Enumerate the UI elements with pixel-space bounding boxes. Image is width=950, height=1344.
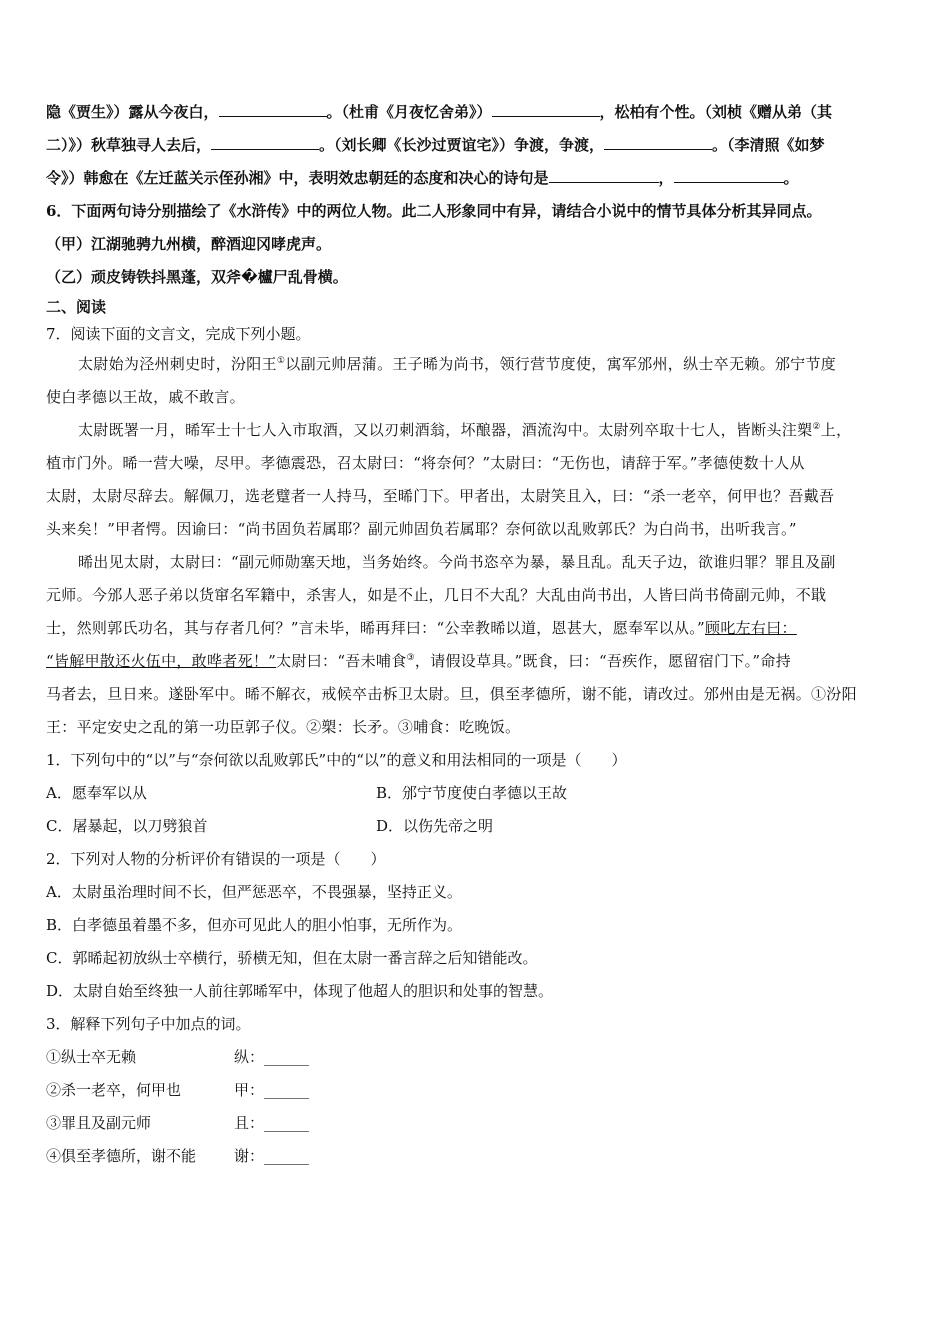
passage-line: 太尉既署一月，晞军士十七人入市取酒，又以刃刺酒翁，坏酿器，酒流沟中。太尉列卒取十七人，皆断头注槊②上， <box>78 421 852 439</box>
answer-blank[interactable] <box>219 102 327 117</box>
sub1-question: 1．下列句中的“以”与“奈何欲以乱败郭氏”中的“以”的意义和用法相同的一项是（ ） <box>46 751 627 769</box>
sub1-options-row <box>46 810 916 843</box>
section-title: 二、阅读 <box>46 298 107 316</box>
fill-in-text: 二）》）秋草独寻人去后， <box>46 136 212 154</box>
definition-sentence: ③罪且及副元师 <box>46 1114 152 1132</box>
definition-row <box>46 1107 916 1140</box>
q6-poem-jia: （甲）江湖驰骋九州横，醉酒迎冈哮虎声。 <box>46 235 332 253</box>
fill-in-text: 隐《贾生》）露从今夜白， <box>46 103 219 121</box>
fill-in-line-1 <box>46 96 916 129</box>
option-a[interactable]: A．愿奉军以从 <box>46 784 147 802</box>
footnote-mark: ② <box>812 422 821 432</box>
definition-blank[interactable]: ______ <box>264 1081 310 1099</box>
option-b[interactable]: B．邠宁节度使白孝德以王故 <box>376 784 568 802</box>
definition-blank[interactable]: ______ <box>264 1114 310 1132</box>
option-d[interactable]: D．以伤先帝之明 <box>376 817 494 835</box>
option-c[interactable]: C．郭晞起初放纵士卒横行，骄横无知，但在太尉一番言辞之后知错能改。 <box>46 949 538 967</box>
option-a[interactable]: A．太尉虽治理时间不长，但严惩恶卒，不畏强暴，坚持正义。 <box>46 883 462 901</box>
passage-line: 元师。今邠人恶子弟以货窜名军籍中，杀害人，如是不止，几日不大乱？大乱由尚书出，人皆曰尚书倚副元帅，不戢 <box>46 586 827 604</box>
sub3-question: 3．解释下列句子中加点的词。 <box>46 1015 251 1033</box>
answer-blank[interactable] <box>492 102 600 117</box>
definition-row <box>46 1140 916 1173</box>
answer-blank[interactable] <box>211 135 319 150</box>
sub1-options-row <box>46 777 916 810</box>
q6-poem-yi: （乙）顽皮铸铁抖黑蓬，双斧�櫨尸乱骨横。 <box>46 268 348 286</box>
option-b[interactable]: B．白孝德虽着墨不多，但亦可见此人的胆小怕事，无所作为。 <box>46 916 463 934</box>
fill-in-text: 。（李清照《如梦 <box>712 136 825 154</box>
passage-line: 太尉，太尉尽辞去。解佩刀，选老躄者一人持马，至晞门下。甲者出，太尉笑且入，曰：“杀一老卒，何甲也？吾戴吾 <box>46 487 835 505</box>
fill-in-line-3 <box>46 162 916 195</box>
option-d[interactable]: D．太尉自始至终独一人前往郭晞军中，体现了他超人的胆识和处事的智慧。 <box>46 982 554 1000</box>
footnote-mark: ③ <box>406 653 415 663</box>
fill-in-text: 。（刘长卿《长沙过贾谊宅》）争渡，争渡， <box>319 136 605 154</box>
definition-label: 甲： <box>234 1081 265 1099</box>
exam-page <box>46 96 916 1173</box>
footnote-mark: ① <box>276 356 286 366</box>
passage-line: 头来矣！”甲者愕。因谕曰：“尚书固负若属耶？副元帅固负若属耶？奈何欲以乱败郭氏？为白尚书，出听我言。” <box>46 520 797 538</box>
underlined-sentence: “皆解甲散还火伍中，敢哗者死！” <box>46 652 277 670</box>
definition-sentence: ②杀一老卒，何甲也 <box>46 1081 182 1099</box>
passage-line: 士，然则郭氏功名，其与存者几何？”言未毕，晞再拜曰：“公幸教晞以道，恩甚大，愿奉军以从。”顾叱左右曰： <box>46 619 797 637</box>
definition-label: 纵： <box>234 1048 265 1066</box>
passage-line: 使白孝德以王故，戚不敢言。 <box>46 388 245 406</box>
answer-blank[interactable] <box>674 168 784 183</box>
fill-in-text: ， <box>658 169 674 187</box>
passage-line: 王：平定安史之乱的第一功臣郭子仪。②槊：长矛。③哺食：吃晚饭。 <box>46 718 521 736</box>
passage-line: 马者去，旦日来。遂卧军中。晞不解衣，戒候卒击柝卫太尉。旦，俱至孝德所，谢不能，请改过。邠州由是无祸。①汾阳 <box>46 685 857 703</box>
definition-blank[interactable]: ______ <box>264 1048 310 1066</box>
sub2-question: 2．下列对人物的分析评价有错误的一项是（ ） <box>46 850 386 868</box>
passage-line: 太尉始为泾州刺史时，汾阳王①以副元帅居蒲。王子晞为尚书，领行营节度使，寓军邠州，纵士卒无赖。邠宁节度 <box>78 355 837 373</box>
passage-line: “皆解甲散还火伍中，敢哗者死！”太尉曰：“吾未哺食③，请假设草具。”既食，曰：“吾疾作，愿留宿门下。”命持 <box>46 652 791 670</box>
underlined-sentence: 顾叱左右曰： <box>705 619 797 637</box>
fill-in-text: 令》）韩愈在《左迁蓝关示侄孙湘》中，表明效忠朝廷的态度和决心的诗句是 <box>46 169 549 187</box>
passage-line: 植市门外。晞一营大噪，尽甲。孝德震恐，召太尉曰：“将奈何？”太尉曰：“无伤也，请辞于军。”孝德使数十人从 <box>46 454 805 472</box>
answer-blank[interactable] <box>604 135 712 150</box>
option-c[interactable]: C．屠暴起，以刀劈狼首 <box>46 817 208 835</box>
fill-in-line-2 <box>46 129 916 162</box>
definition-label: 且： <box>234 1114 265 1132</box>
q7-prompt: 7．阅读下面的文言文，完成下列小题。 <box>46 325 311 343</box>
definition-sentence: ①纵士卒无赖 <box>46 1048 137 1066</box>
answer-blank[interactable] <box>549 168 659 183</box>
fill-in-text: 。（杜甫《月夜忆舍弟》） <box>326 103 492 121</box>
q6-prompt: 6．下面两句诗分别描绘了《水浒传》中的两位人物。此二人形象同中有异，请结合小说中的情节具体分析其异同点。 <box>46 202 822 220</box>
definition-row <box>46 1041 916 1074</box>
definition-blank[interactable]: ______ <box>264 1147 310 1165</box>
fill-in-text: 。 <box>783 169 799 187</box>
passage-line: 晞出见太尉，太尉曰：“副元师勋塞天地，当务始终。今尚书恣卒为暴，暴且乱。乱天子边，欲谁归罪？罪且及副 <box>78 553 836 571</box>
fill-in-text: ，松柏有个性。（刘桢《赠从弟（其 <box>599 103 833 121</box>
definition-label: 谢： <box>234 1147 265 1165</box>
definition-row <box>46 1074 916 1107</box>
definition-sentence: ④俱至孝德所，谢不能 <box>46 1147 197 1165</box>
